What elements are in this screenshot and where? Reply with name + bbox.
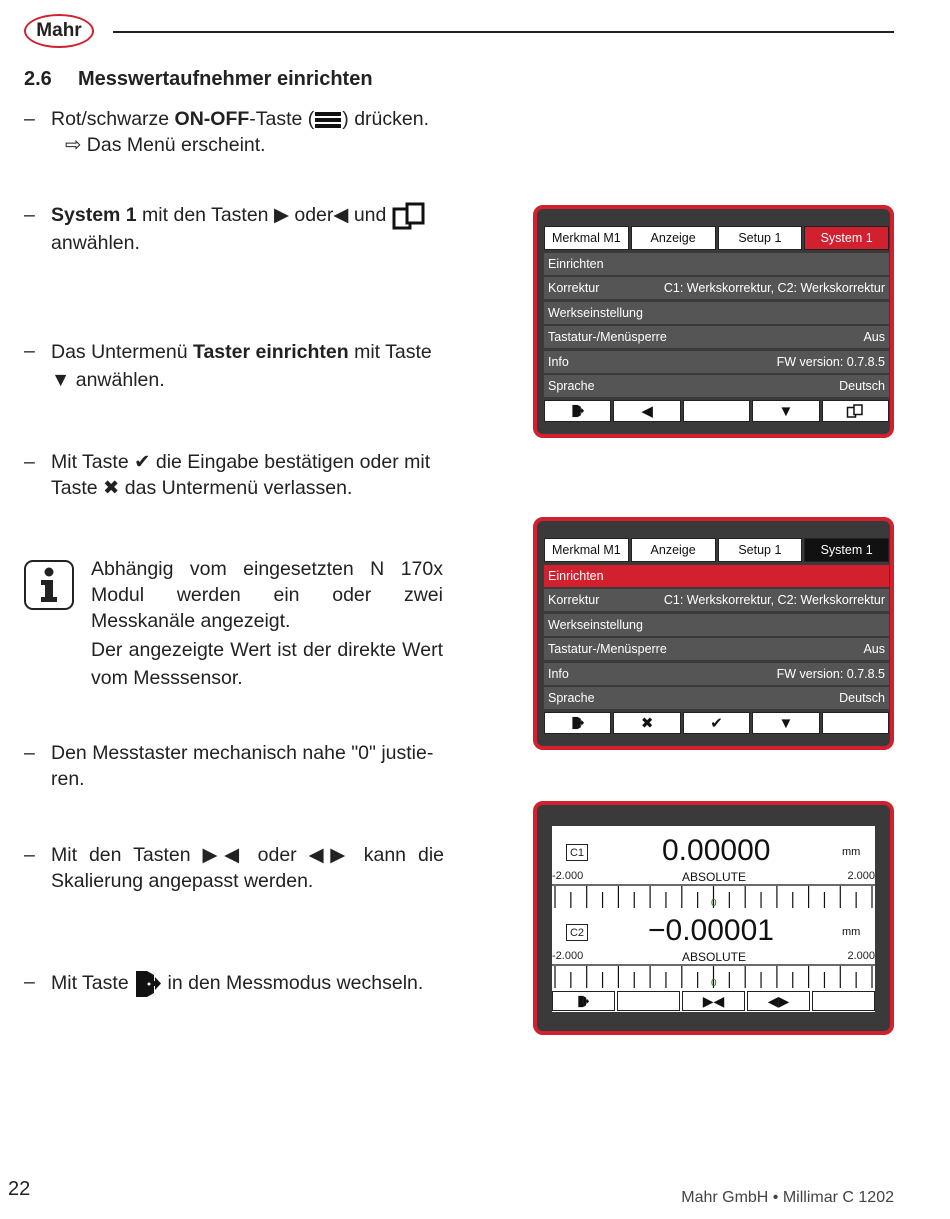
pages-icon [392, 202, 426, 230]
step-text: die Eingabe bestätigen oder mit Taste [51, 451, 431, 499]
menu-row-korrektur[interactable] [544, 589, 889, 611]
row-label: Tastatur-/Menüsperre [548, 642, 667, 657]
step-5 [24, 740, 444, 792]
tab-merkmal[interactable]: Merkmal M1 [544, 226, 629, 250]
step-1 [24, 106, 444, 158]
compress-scale-icon: ▶◀ [702, 992, 725, 1009]
exit-icon [577, 995, 590, 1008]
expand-scale-icon: ◀▶ [308, 844, 352, 866]
step-6 [24, 842, 444, 894]
header-rule [113, 31, 894, 33]
menu-row-sprache[interactable] [544, 687, 889, 709]
scale-max: 2.000 [847, 950, 875, 962]
row-value: C1: Werkskorrektur, C2: Werkskorrektur [663, 281, 885, 296]
scale-max: 2.000 [847, 870, 875, 882]
menu-row-info[interactable] [544, 351, 889, 373]
step-bold: System 1 [51, 204, 137, 227]
menu-row-info[interactable] [544, 663, 889, 685]
confirm-softkey[interactable] [683, 712, 750, 734]
row-label: Werkseinstellung [548, 305, 643, 320]
channel-label: C2 [566, 924, 588, 941]
tab-anzeige[interactable]: Anzeige [631, 226, 716, 250]
row-label: Info [548, 354, 569, 369]
tab-system[interactable]: System 1 [804, 226, 889, 250]
scale-zero: 0 [711, 898, 717, 909]
bullet-dash: – [24, 742, 35, 764]
step-text: Rot/schwarze [51, 108, 175, 130]
tab-setup[interactable]: Setup 1 [718, 538, 803, 562]
channel-c1 [552, 832, 875, 912]
scale-min: -2.000 [552, 870, 584, 882]
step-4 [24, 449, 444, 501]
step-7 [24, 969, 444, 999]
row-label: Einrichten [548, 257, 604, 271]
menu-row-korrektur[interactable] [544, 277, 889, 299]
bullet-dash: – [24, 204, 35, 226]
step-bold: ON-OFF [174, 108, 250, 130]
channel-label: C1 [566, 844, 588, 861]
left-triangle-icon: ◀ [641, 403, 653, 420]
down-triangle-icon: ▼ [778, 714, 794, 732]
result-line [65, 132, 444, 158]
exit-icon [571, 404, 585, 418]
right-triangle-icon: ▶ [273, 204, 289, 227]
menu-row-sprache[interactable] [544, 375, 889, 397]
bullet-dash: – [24, 844, 35, 866]
menu-row-werkseinstellung[interactable] [544, 302, 889, 324]
section-heading: Messwertaufnehmer einrichten [78, 68, 373, 90]
x-icon: ✖ [640, 715, 654, 732]
step-text: -Taste ( [249, 108, 315, 130]
x-icon: ✖ [103, 477, 120, 499]
exit-icon [571, 716, 585, 730]
compress-scale-softkey[interactable] [682, 991, 745, 1011]
row-label: Werkseinstellung [548, 617, 643, 632]
row-label: Korrektur [548, 593, 600, 608]
check-icon: ✔ [710, 715, 723, 732]
menu-rows [544, 565, 889, 711]
exit-softkey[interactable] [544, 712, 611, 734]
step-text: ) drücken. [342, 108, 429, 130]
step-text: das Untermenü verlassen. [119, 477, 353, 499]
row-label: Sprache [548, 690, 595, 705]
exit-softkey[interactable] [544, 400, 611, 422]
step-text: anwählen. [70, 369, 165, 391]
menu-row-tastatursperre[interactable] [544, 638, 889, 660]
step-text: Mit Taste [51, 972, 135, 995]
info-glyph [26, 562, 72, 608]
unit: mm [842, 846, 861, 858]
down-softkey[interactable] [752, 712, 819, 734]
logo-text: Mahr [36, 20, 82, 41]
step-3 [24, 338, 444, 394]
result-text: Das Menü erscheint. [86, 134, 266, 156]
step-text: Mit den Tasten [51, 844, 203, 866]
step-text: und [348, 204, 392, 227]
blank-softkey[interactable] [812, 991, 875, 1011]
bullet-dash: – [24, 108, 35, 130]
result-arrow-icon: ⇨ [65, 134, 82, 156]
check-icon: ✔ [134, 451, 151, 473]
expand-scale-icon: ◀▶ [767, 992, 790, 1009]
row-label: Einrichten [548, 569, 604, 583]
exit-icon [134, 969, 162, 999]
softkey-bar [544, 400, 889, 422]
measure-display [552, 826, 875, 1012]
bullet-dash: – [24, 340, 35, 362]
blank-softkey[interactable] [617, 991, 680, 1011]
channel-c2 [552, 912, 875, 992]
blank-softkey[interactable] [683, 400, 750, 422]
tab-system[interactable]: System 1 [804, 538, 889, 562]
down-triangle-icon: ▼ [51, 369, 71, 391]
row-value: C1: Werkskorrektur, C2: Werkskorrektur [663, 593, 885, 608]
step-text: oder [245, 844, 309, 866]
compress-scale-icon: ▶◀ [202, 844, 246, 866]
step-text: Das Untermenü [51, 341, 193, 363]
softkey-bar [544, 712, 889, 734]
row-label: Sprache [548, 378, 595, 393]
info-paragraph: Abhängig vom eingesetzten N 170x Modul werden ein oder zwei Messkanäle angezeigt. [91, 558, 443, 632]
down-triangle-icon: ▼ [778, 402, 794, 420]
bullet-dash: – [24, 451, 35, 473]
info-text [91, 556, 443, 694]
section-title [24, 68, 373, 91]
menu-row-tastatursperre[interactable] [544, 326, 889, 348]
tab-merkmal[interactable]: Merkmal M1 [544, 538, 629, 562]
measured-value: −0.00001 [648, 914, 774, 947]
pages-icon [846, 404, 864, 418]
cancel-softkey[interactable] [613, 712, 680, 734]
row-value: FW version: 0.7.8.5 [776, 354, 885, 369]
menu-icon [314, 110, 342, 130]
scale-min: -2.000 [552, 950, 584, 962]
unit: mm [842, 926, 861, 938]
row-label: Info [548, 666, 569, 681]
left-triangle-icon: ◀ [333, 204, 349, 227]
step-text: Mit Taste [51, 451, 135, 473]
footer-text: Mahr GmbH • Millimar C 1202 [681, 1189, 894, 1206]
menu-row-einrichten[interactable] [544, 565, 889, 587]
step-text: oder [288, 204, 334, 227]
tab-anzeige[interactable]: Anzeige [631, 538, 716, 562]
step-text: in den Messmodus wechseln. [162, 972, 424, 995]
tab-setup[interactable]: Setup 1 [718, 226, 803, 250]
step-2 [24, 202, 444, 256]
step-text: Den Messtaster mechanisch nahe "0" justie-ren. [51, 742, 434, 790]
row-value: Deutsch [839, 378, 885, 393]
info-icon [24, 560, 74, 610]
down-softkey[interactable] [752, 400, 819, 422]
row-label: Korrektur [548, 281, 600, 296]
info-paragraph: Der angezeigte Wert ist der direkte Wert vom Messsensor. [91, 639, 443, 689]
device-screen-system-menu [533, 205, 894, 438]
menu-row-werkseinstellung[interactable] [544, 614, 889, 636]
section-number: 2.6 [24, 68, 52, 90]
row-label: Tastatur-/Menüsperre [548, 330, 667, 345]
row-value: Aus [863, 330, 885, 345]
exit-softkey[interactable] [552, 991, 615, 1011]
mode-label: ABSOLUTE [682, 950, 747, 964]
row-value: Aus [863, 642, 885, 657]
device-screen-measure-mode [533, 801, 894, 1035]
page-number: 22 [8, 1178, 31, 1200]
pages-softkey[interactable] [822, 400, 889, 422]
menu-tabs [544, 226, 889, 250]
left-softkey[interactable] [613, 400, 680, 422]
analog-scale [552, 964, 875, 990]
step-text: kann die Skalierung angepasst werden. [51, 844, 444, 892]
blank-softkey[interactable] [822, 712, 889, 734]
step-bold: Taster einrichten [192, 341, 349, 363]
bullet-dash: – [24, 971, 35, 993]
mode-label: ABSOLUTE [682, 870, 747, 884]
menu-row-einrichten[interactable] [544, 253, 889, 275]
analog-scale [552, 884, 875, 910]
measure-softkey-bar [552, 991, 875, 1011]
menu-rows [544, 253, 889, 399]
device-screen-einrichten-selected [533, 517, 894, 750]
expand-scale-softkey[interactable] [747, 991, 810, 1011]
mahr-logo [24, 14, 94, 48]
row-value: FW version: 0.7.8.5 [776, 666, 885, 681]
menu-tabs [544, 538, 889, 562]
step-text: anwählen. [51, 232, 140, 254]
measured-value: 0.00000 [662, 834, 771, 867]
scale-zero: 0 [711, 978, 717, 989]
step-text: mit den Tasten [136, 204, 274, 227]
step-text: mit Taste [348, 341, 432, 363]
row-value: Deutsch [839, 690, 885, 705]
